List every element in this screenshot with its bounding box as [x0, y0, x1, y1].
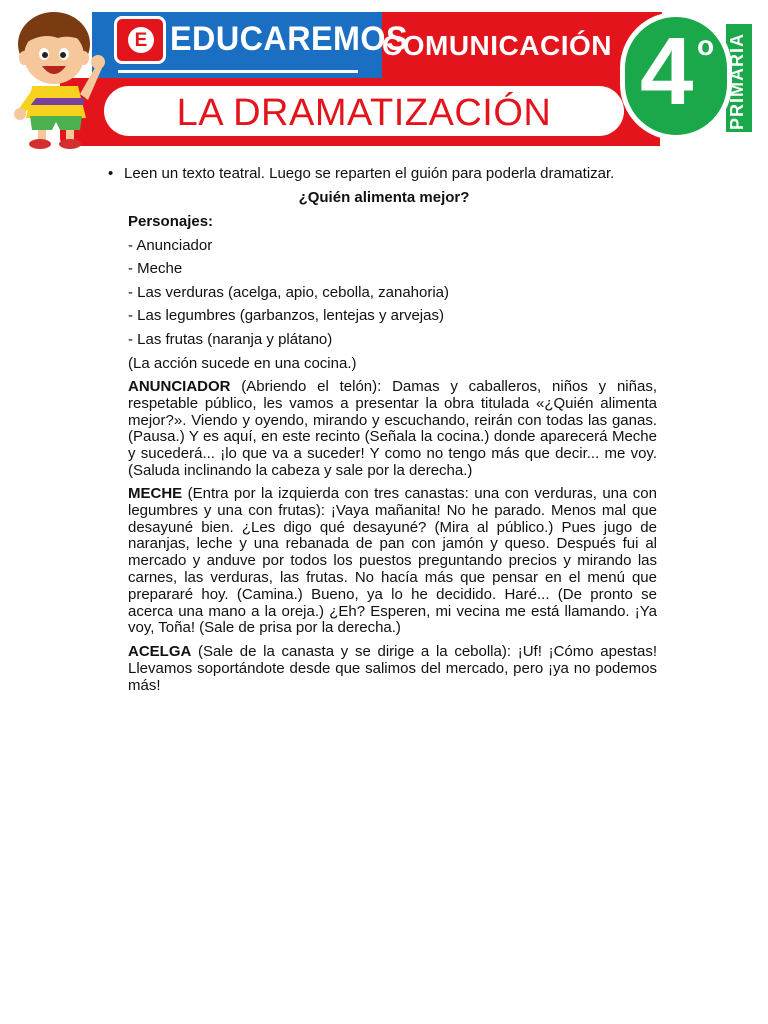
character-item: - Las frutas (naranja y plátano): [128, 331, 333, 348]
setting-note: (La acción sucede en una cocina.): [128, 355, 357, 372]
brand-name: EDUCAREMOS: [170, 20, 409, 58]
speaker-name: ACELGA: [128, 643, 192, 660]
intro-text: Leen un texto teatral. Luego se reparten el guión para poderla dramatizar.: [124, 165, 615, 182]
brand-logo-icon: [114, 16, 166, 64]
dialogue-text: (Entra por la izquierda con tres canastas: una con verduras, una con legumbres y una con frutas): ¡Vaya mañanita! No he parado. Menos mal que desayuné bien. ¿Les digo qué desayuné? (Mira al público.) Pues jugo de naranjas, leche y una rebanada de pan con jamón y queso. Después fui al mercado y anduve por todos los puestos preguntando precios y mirando las carnes, las verduras, las frutas. No hacía más que pensar en el menú que prepararé hoy. (Camina.) Bueno, ya lo he decidido. Haré... (De pronto se acerca una mano a la oreja.) ¿Eh? Esperen, mi vecina me está llamando. ¡Ya voy, Toña! (Sale de prisa por la derecha.): [128, 485, 657, 637]
character-item: - Anunciador: [128, 237, 213, 254]
play-title: ¿Quién alimenta mejor?: [298, 189, 470, 206]
grade-level: PRIMARIA: [727, 33, 747, 130]
dialogue-text: (Abriendo el telón): Damas y caballeros, niños y niñas, respetable público, les vamos a presentar la obra titulada «¿Quién alimenta mejor?». Viendo y oyendo, mirando y escuchando, reirán con todas las ganas. (Pausa.) Y es aquí, en este recinto (Señala la cocina.) donde aparecerá Meche y sucederá... ¡lo que va a suceder! Y como no tengo más que decir... me voy. (Saluda inclinando la cabeza y sale por la derecha.): [128, 378, 657, 479]
speaker-name: MECHE: [128, 485, 183, 502]
page-title: LA DRAMATIZACIÓN: [176, 92, 552, 134]
character-item: - Las legumbres (garbanzos, lentejas y arvejas): [128, 307, 444, 324]
brand-underline: [118, 70, 358, 73]
speaker-name: ANUNCIADOR: [128, 378, 231, 395]
kid-mascot-icon: [8, 6, 108, 150]
brand-logo-letter: E: [128, 27, 154, 53]
dialogue-anunciador: [128, 379, 657, 480]
dialogue-acelga: [128, 644, 657, 694]
characters-heading: Personajes:: [128, 213, 214, 230]
bullet-mark: •: [108, 165, 114, 182]
header-banner: [0, 0, 768, 152]
character-item: - Las verduras (acelga, apio, cebolla, zanahoria): [128, 284, 450, 301]
grade-superscript: o: [697, 30, 715, 61]
subject-label: COMUNICACIÓN: [382, 30, 612, 61]
intro-instruction: [108, 165, 614, 183]
grade-number: 4: [640, 18, 694, 125]
dialogue-text: (Sale de la canasta y se dirige a la cebolla): ¡Uf! ¡Cómo apestas! Llevamos soportándote desde que salimos del mercado, pero ¡ya no podemos más!: [128, 643, 657, 694]
dialogue-meche: [128, 486, 657, 637]
character-item: - Meche: [128, 260, 183, 277]
